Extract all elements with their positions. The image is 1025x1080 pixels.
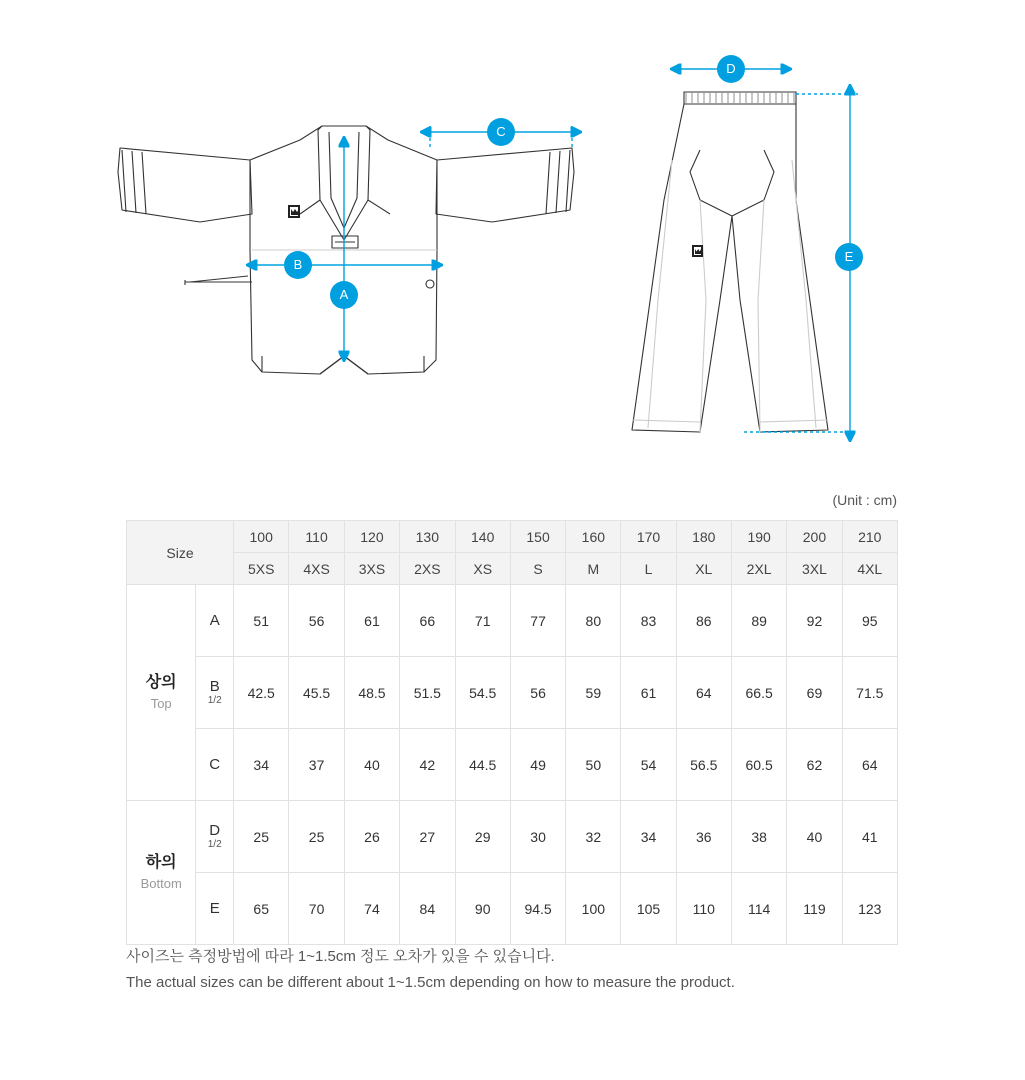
group-label-en: Top (150, 695, 172, 711)
size-alpha-cell: 2XL (731, 553, 786, 585)
cell: 54 (621, 729, 676, 801)
marker-c-badge: C (487, 118, 515, 146)
cell: 83 (621, 585, 676, 657)
footnote-en: The actual sizes can be different about 1~1.5cm depending on how to measure the product. (126, 974, 735, 992)
footnotes (126, 944, 735, 997)
cell: 29 (455, 801, 510, 873)
row-code (196, 657, 234, 729)
cell: 90 (455, 873, 510, 945)
size-numeric-cell: 200 (787, 521, 842, 553)
size-numeric-cell: 190 (731, 521, 786, 553)
size-alpha-cell: 4XS (289, 553, 344, 585)
cell: 110 (676, 873, 731, 945)
cell: 26 (344, 801, 399, 873)
unit-label: (Unit : cm) (832, 492, 897, 508)
row-code (196, 729, 234, 801)
cell: 65 (234, 873, 289, 945)
cell: 37 (289, 729, 344, 801)
cell: 66 (400, 585, 455, 657)
cell: 45.5 (289, 657, 344, 729)
garment-illustration (0, 0, 1025, 470)
table-row (127, 585, 898, 657)
cell: 34 (234, 729, 289, 801)
cell: 42 (400, 729, 455, 801)
cell: 86 (676, 585, 731, 657)
cell: 40 (344, 729, 399, 801)
cell: 36 (676, 801, 731, 873)
group-label-top (127, 585, 196, 801)
marker-b-badge: B (284, 251, 312, 279)
row-code-letter: D (209, 822, 221, 840)
cell: 105 (621, 873, 676, 945)
group-label-ko: 상의 (145, 674, 177, 692)
cell: 70 (289, 873, 344, 945)
cell: 123 (842, 873, 897, 945)
cell: 66.5 (731, 657, 786, 729)
table-row (127, 657, 898, 729)
table-row (127, 801, 898, 873)
cell: 94.5 (510, 873, 565, 945)
size-numeric-cell: 160 (566, 521, 621, 553)
size-alpha-cell: 3XS (344, 553, 399, 585)
cell: 100 (566, 873, 621, 945)
cell: 50 (566, 729, 621, 801)
cell: 61 (344, 585, 399, 657)
cell: 51.5 (400, 657, 455, 729)
size-numeric-cell: 180 (676, 521, 731, 553)
size-alpha-cell: 5XS (234, 553, 289, 585)
row-code (196, 585, 234, 657)
cell: 27 (400, 801, 455, 873)
size-alpha-cell: 2XS (400, 553, 455, 585)
table-row (127, 873, 898, 945)
cell: 54.5 (455, 657, 510, 729)
cell: 44.5 (455, 729, 510, 801)
row-code (196, 801, 234, 873)
size-alpha-cell: XL (676, 553, 731, 585)
marker-e-badge: E (835, 243, 863, 271)
cell: 77 (510, 585, 565, 657)
size-numeric-cell: 110 (289, 521, 344, 553)
cell: 59 (566, 657, 621, 729)
marker-a-badge: A (330, 281, 358, 309)
cell: 56 (289, 585, 344, 657)
size-alpha-cell: M (566, 553, 621, 585)
cell: 64 (676, 657, 731, 729)
cell: 62 (787, 729, 842, 801)
cell: 34 (621, 801, 676, 873)
row-code-letter: B (209, 678, 220, 696)
group-label-en: Bottom (140, 875, 182, 891)
table-row (127, 729, 898, 801)
cell: 74 (344, 873, 399, 945)
header-row-alpha (127, 553, 898, 585)
row-code (196, 873, 234, 945)
cell: 25 (289, 801, 344, 873)
cell: 42.5 (234, 657, 289, 729)
size-alpha-cell: 4XL (842, 553, 897, 585)
cell: 89 (731, 585, 786, 657)
group-label-ko: 하의 (145, 854, 177, 872)
cell: 32 (566, 801, 621, 873)
marker-d-badge: D (717, 55, 745, 83)
cell: 64 (842, 729, 897, 801)
illustration-svg (0, 0, 1025, 470)
cell: 40 (787, 801, 842, 873)
footnote-ko: 사이즈는 측정방법에 따라 1~1.5cm 정도 오차가 있을 수 있습니다. (126, 948, 555, 965)
cell: 48.5 (344, 657, 399, 729)
size-numeric-cell: 130 (400, 521, 455, 553)
cell: 38 (731, 801, 786, 873)
header-row-numeric (127, 521, 898, 553)
cell: 84 (400, 873, 455, 945)
cell: 51 (234, 585, 289, 657)
size-table (126, 520, 898, 945)
cell: 119 (787, 873, 842, 945)
cell: 114 (731, 873, 786, 945)
row-code-letter: E (209, 899, 220, 917)
size-numeric-cell: 170 (621, 521, 676, 553)
cell: 71.5 (842, 657, 897, 729)
cell: 71 (455, 585, 510, 657)
cell: 25 (234, 801, 289, 873)
size-alpha-cell: L (621, 553, 676, 585)
cell: 56 (510, 657, 565, 729)
cell: 80 (566, 585, 621, 657)
size-numeric-cell: 210 (842, 521, 897, 553)
cell: 30 (510, 801, 565, 873)
cell: 41 (842, 801, 897, 873)
size-alpha-cell: 3XL (787, 553, 842, 585)
cell: 92 (787, 585, 842, 657)
cell: 56.5 (676, 729, 731, 801)
cell: 69 (787, 657, 842, 729)
cell: 60.5 (731, 729, 786, 801)
size-numeric-cell: 140 (455, 521, 510, 553)
size-numeric-cell: 120 (344, 521, 399, 553)
size-alpha-cell: XS (455, 553, 510, 585)
size-table-wrapper (126, 520, 898, 945)
row-code-sub: 1/2 (207, 839, 222, 851)
row-code-letter: A (209, 611, 220, 629)
size-numeric-cell: 100 (234, 521, 289, 553)
cell: 95 (842, 585, 897, 657)
size-numeric-cell: 150 (510, 521, 565, 553)
row-code-sub: 1/2 (207, 695, 222, 707)
size-alpha-cell: S (510, 553, 565, 585)
cell: 61 (621, 657, 676, 729)
group-label-bottom (127, 801, 196, 945)
size-header-cell: Size (127, 521, 234, 585)
cell: 49 (510, 729, 565, 801)
row-code-letter: C (209, 755, 221, 773)
